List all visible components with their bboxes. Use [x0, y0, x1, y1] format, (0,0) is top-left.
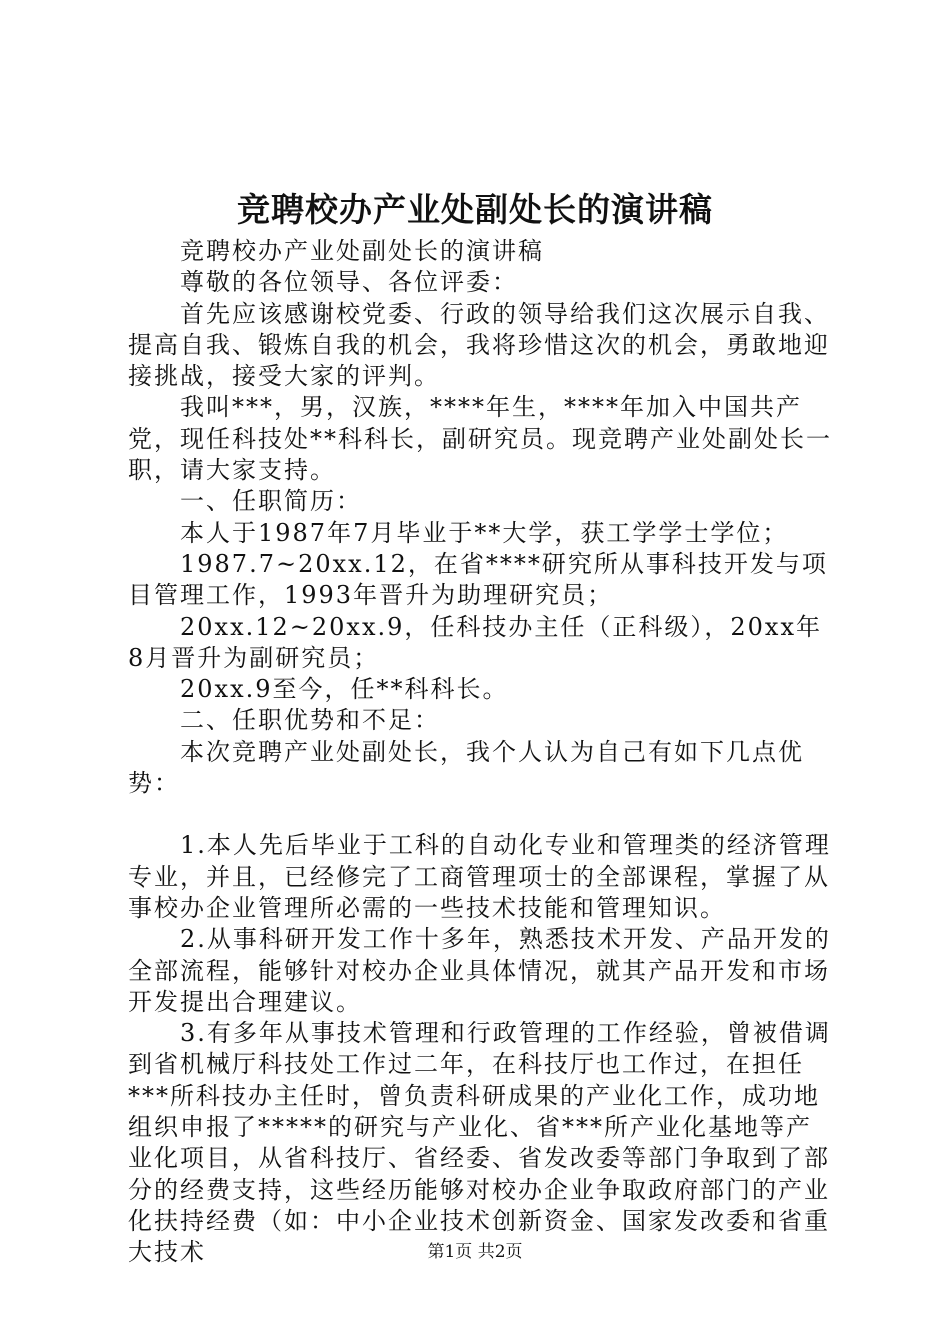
paragraph: 1987.7~20xx.12，在省****研究所从事科技开发与项目管理工作，1993年晋升为助理研究员； — [128, 549, 828, 610]
document-body — [128, 236, 832, 1269]
paragraph: 我叫***，男，汉族，****年生，****年加入中国共产党，现任科技处**科科长，副研究员。现竞聘产业处副处长一职，请大家支持。 — [128, 393, 832, 485]
page-footer: 第1页 共2页 — [427, 1242, 523, 1262]
paragraph: 首先应该感谢校党委、行政的领导给我们这次展示自我、提高自我、锻炼自我的机会，我将珍惜这次的机会，勇敢地迎接挑战，接受大家的评判。 — [128, 299, 830, 391]
paragraph: 竞聘校办产业处副处长的演讲稿 — [180, 237, 544, 265]
paragraph: 二、任职优势和不足： — [180, 706, 440, 735]
paragraph: 本人于1987年7月毕业于**大学，获工学学士学位； — [180, 518, 789, 547]
paragraph: 一、任职简历： — [180, 487, 362, 516]
paragraph: 3.有多年从事技术管理和行政管理的工作经验，曾被借调到省机械厅科技处工作过二年，在科技厅也工作过，在担任***所科技办主任时，曾负责科研成果的产业化工作，成功地组织申报了*****的研究与产业化、省***所产业化基地等产业化项目，从省科技厅、省经委、省发改委等部门争取到了部分的经费支持，这些经历能够对校办企业争取政府部门的产业化扶持经费（如：中小企业技术创新资金、国家发改委和省重大技术 — [128, 1019, 831, 1267]
paragraph: 1.本人先后毕业于工科的自动化专业和管理类的经济管理专业，并且，已经修完了工商管理项士的全部课程，掌握了从事校办企业管理所必需的一些技术技能和管理知识。 — [128, 831, 831, 922]
document-title: 竞聘校办产业处副处长的演讲稿 — [237, 190, 713, 229]
paragraph: 20xx.12~20xx.9，任科技办主任（正科级），20xx年8月晋升为副研究员； — [128, 612, 823, 672]
paragraph: 本次竞聘产业处副处长，我个人认为自己有如下几点优势： — [128, 737, 804, 798]
paragraph: 2.从事科研开发工作十多年，熟悉技术开发、产品开发的全部流程，能够针对校办企业具体情况，就其产品开发和市场开发提出合理建议。 — [128, 925, 831, 1016]
blank-line — [128, 799, 832, 830]
paragraph: 20xx.9至今，任**科科长。 — [180, 675, 509, 704]
paragraph: 尊敬的各位领导、各位评委： — [180, 268, 518, 297]
